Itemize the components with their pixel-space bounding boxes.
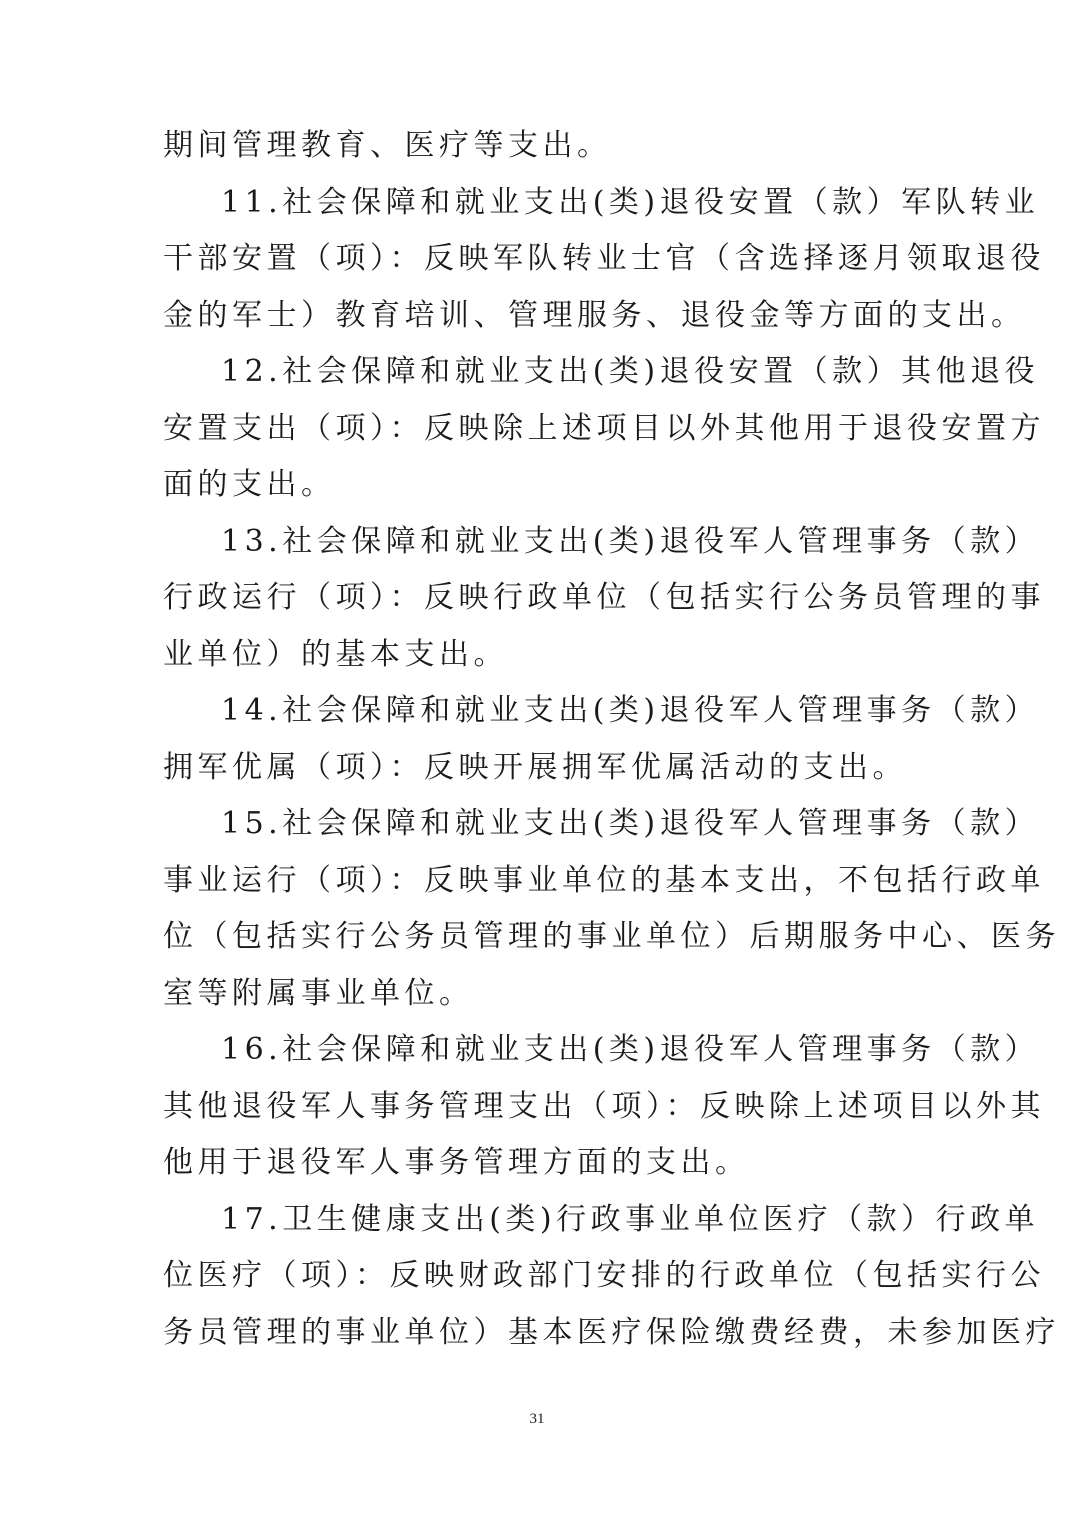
item-14-heading: 14.社会保障和就业支出(类)退役军人管理事务（款）: [221, 693, 1040, 728]
item-15-heading: 15.社会保障和就业支出(类)退役军人管理事务（款）: [221, 806, 1040, 841]
text-line: 位（包括实行公务员管理的事业单位）后期服务中心、医务: [163, 919, 1060, 954]
text-line: 其他退役军人事务管理支出（项）：反映除上述项目以外其: [163, 1088, 1045, 1124]
text-line: 位医疗（项）：反映财政部门安排的行政单位（包括实行公: [163, 1258, 1045, 1293]
text-line: 金的军士）教育培训、管理服务、退役金等方面的支出。: [163, 297, 1026, 333]
text-line: 室等附属事业单位。: [163, 975, 474, 1011]
page-number: 31: [529, 1411, 545, 1427]
text-line: 干部安置（项）：反映军队转业士官（含选择逐月领取退役: [163, 241, 1045, 276]
text-line: 安置支出（项）：反映除上述项目以外其他用于退役安置方: [163, 410, 1045, 446]
item-17-heading: 17.卫生健康支出(类)行政事业单位医疗（款）行政单: [221, 1201, 1040, 1237]
item-11-heading: 11.社会保障和就业支出(类)退役安置（款）军队转业: [221, 184, 1040, 220]
item-13-heading: 13.社会保障和就业支出(类)退役军人管理事务（款）: [221, 523, 1040, 559]
text-line: 务员管理的事业单位）基本医疗保险缴费经费，未参加医疗: [163, 1314, 1060, 1350]
text-line: 期间管理教育、医疗等支出。: [163, 128, 612, 163]
item-16-heading: 16.社会保障和就业支出(类)退役军人管理事务（款）: [221, 1032, 1040, 1067]
item-12-heading: 12.社会保障和就业支出(类)退役安置（款）其他退役: [221, 354, 1040, 389]
text-line: 事业运行（项）：反映事业单位的基本支出，不包括行政单: [163, 862, 1045, 898]
text-line: 行政运行（项）：反映行政单位（包括实行公务员管理的事: [163, 580, 1045, 615]
text-line: 面的支出。: [163, 467, 336, 502]
text-line: 他用于退役军人事务管理方面的支出。: [163, 1145, 750, 1180]
text-line: 业单位）的基本支出。: [163, 636, 508, 672]
text-line: 拥军优属（项）：反映开展拥军优属活动的支出。: [163, 749, 907, 785]
body-text: [163, 118, 1060, 1361]
